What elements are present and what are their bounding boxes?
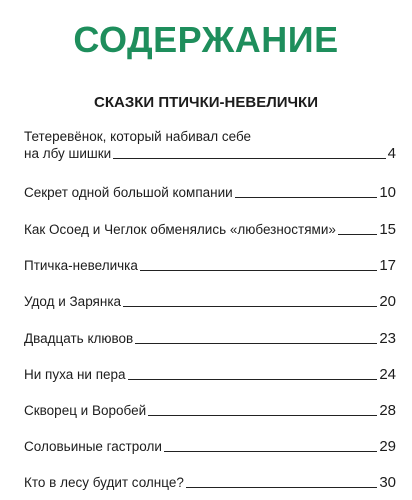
toc-entry-title: Скворец и Воробей — [24, 403, 147, 418]
section-title: СКАЗКИ ПТИЧКИ-НЕВЕЛИЧКИ — [94, 94, 318, 111]
toc-entry-title-line1: Тетеревёнок, который набивал себе — [24, 129, 252, 144]
dot-leader — [338, 234, 377, 235]
toc-entry — [24, 330, 396, 347]
toc-list — [24, 0, 396, 500]
toc-page-number: 15 — [379, 221, 396, 238]
toc-page-number: 29 — [379, 438, 396, 455]
toc-entry — [24, 128, 396, 162]
toc-page-number: 17 — [379, 257, 396, 274]
dot-leader — [123, 306, 377, 307]
toc-page-number: 24 — [379, 366, 396, 383]
toc-entry-title: Секрет одной большой компании — [24, 185, 233, 200]
toc-entry — [24, 257, 396, 274]
dot-leader — [164, 451, 377, 452]
toc-entry-title: Двадцать клювов — [24, 331, 134, 346]
toc-entry — [24, 293, 396, 310]
toc-entry-title: Как Осоед и Чеглок обменялись «любезностями» — [24, 222, 336, 237]
dot-leader — [113, 158, 385, 159]
toc-page-number: 4 — [387, 145, 396, 162]
toc-page-number: 20 — [379, 293, 396, 310]
toc-entry — [24, 184, 396, 201]
toc-page-number: 23 — [379, 330, 396, 347]
toc-entry — [24, 402, 396, 419]
dot-leader — [135, 343, 377, 344]
toc-entry — [24, 221, 396, 238]
dot-leader — [235, 197, 378, 198]
page-title: СОДЕРЖАНИЕ — [73, 19, 339, 60]
toc-entry-title: на лбу шишки — [24, 146, 112, 161]
toc-entry-title: Кто в лесу будит солнце? — [24, 475, 184, 490]
toc-entry-title: Удод и Зарянка — [24, 294, 122, 309]
toc-entry — [24, 366, 396, 383]
toc-entry — [24, 438, 396, 455]
dot-leader — [148, 415, 377, 416]
dot-leader — [186, 487, 377, 488]
toc-entry — [24, 474, 396, 491]
toc-page-number: 30 — [379, 474, 396, 491]
toc-page-number: 28 — [379, 402, 396, 419]
toc-entry-title: Соловьиные гастроли — [24, 439, 162, 454]
dot-leader — [128, 379, 378, 380]
toc-entry-title: Ни пуха ни пера — [24, 367, 126, 382]
dot-leader — [140, 270, 377, 271]
toc-entry-title: Птичка-невеличка — [24, 258, 138, 273]
toc-page-number: 10 — [379, 184, 396, 201]
